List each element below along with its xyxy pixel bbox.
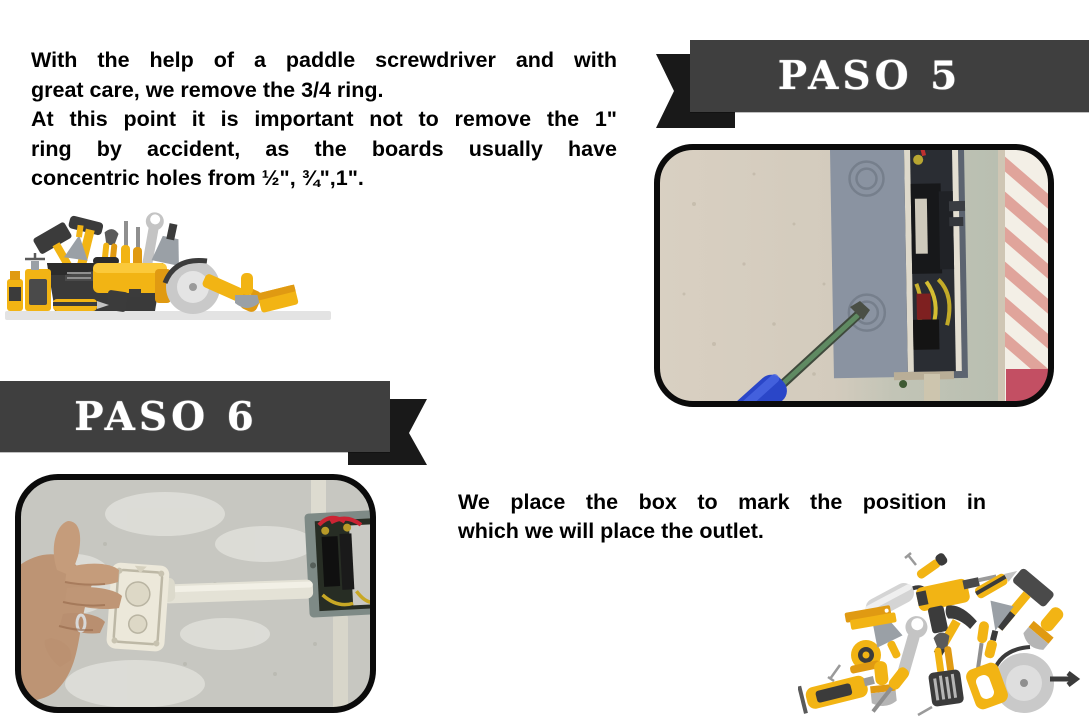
breaker <box>322 536 341 587</box>
caulking-gun-icon <box>799 668 878 713</box>
index-finger <box>65 564 119 586</box>
step5-photo <box>654 144 1054 407</box>
shelf <box>5 311 331 320</box>
screwdriver-icon <box>121 221 142 267</box>
wrench-icon <box>892 613 931 680</box>
step5-line-4: ring by accident, as the boards usually have <box>31 136 617 161</box>
step6-description <box>458 488 986 546</box>
step6-line-1: We place the box to mark the position in <box>458 490 986 514</box>
breaker-box <box>830 144 968 389</box>
step6-line-2: which we will place the outlet. <box>458 519 764 543</box>
spray-can-icon <box>25 253 51 311</box>
scattered-tools-illustration <box>798 545 1085 719</box>
box-interior <box>904 144 968 372</box>
drill-bit-set-icon <box>928 669 964 707</box>
conduit-below <box>333 614 348 713</box>
step5-description <box>31 46 617 194</box>
paso5-banner <box>690 40 1089 112</box>
step5-line-1: With the help of a paddle screwdriver and with <box>31 48 617 72</box>
knockout <box>125 581 151 607</box>
box-side-panel <box>830 144 908 378</box>
paso5-banner-label: PASO 5 <box>777 53 962 99</box>
step5-line-3: At this point it is important not to remove the 1" <box>31 107 617 131</box>
window-railing <box>998 144 1054 407</box>
toolbox-illustration <box>5 203 335 325</box>
step5-line-5: concentric holes from ½", ¾",1". <box>31 166 364 190</box>
dustpan-icon <box>257 284 299 313</box>
step5-line-2: great care, we remove the 3/4 ring. <box>31 77 384 102</box>
step6-photo <box>15 474 376 713</box>
glue-bottle-icon <box>7 271 23 311</box>
breaker-toggle <box>949 201 965 211</box>
red-component <box>917 294 931 320</box>
paso6-banner-label: PASO 6 <box>74 393 258 440</box>
utility-knife-icon <box>974 566 1021 600</box>
junction-box <box>304 510 376 618</box>
mini-roller-icon <box>914 552 949 581</box>
paso6-banner <box>0 381 390 452</box>
